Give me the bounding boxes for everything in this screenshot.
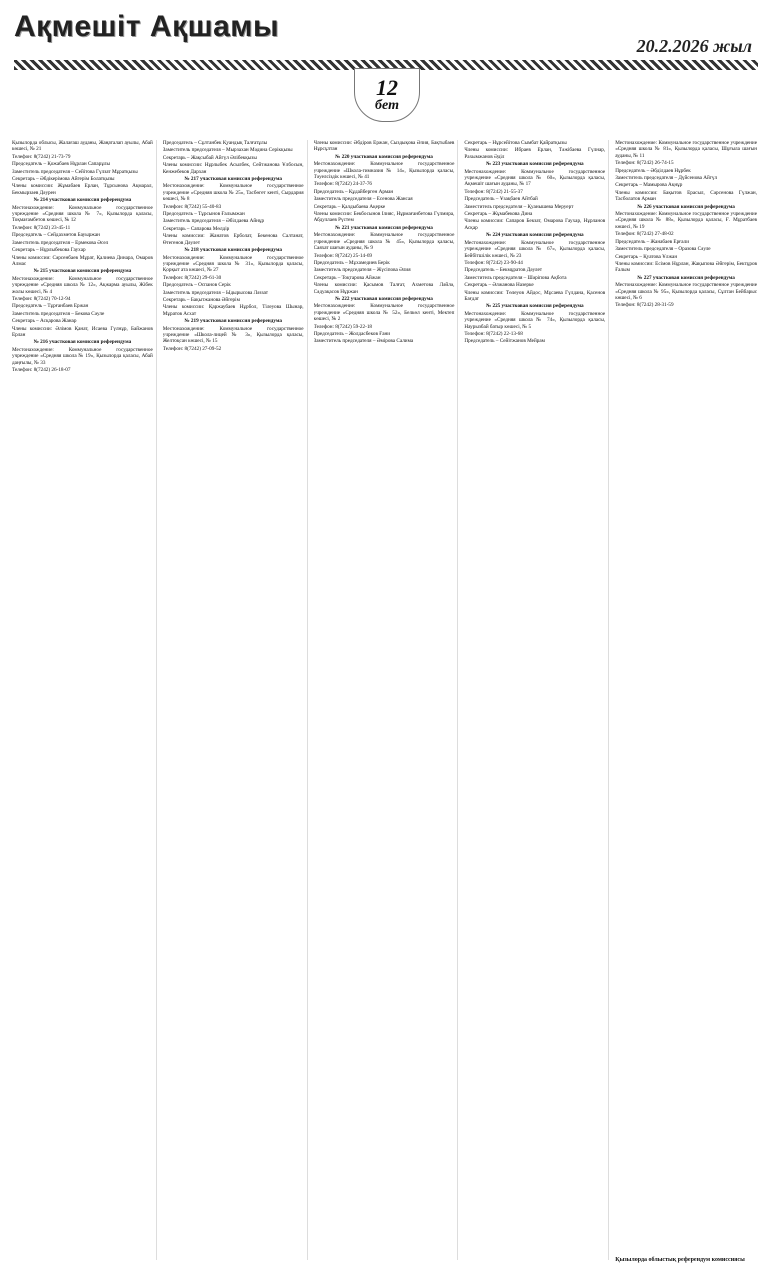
column-paragraph: Местонахождение: Коммунальное государственное учреждение «Средняя школа № 60», Қызылорда қаласы, Ақмешіт шағын ауданы, № 17 <box>464 168 606 188</box>
column-paragraph: Телефон: 8(7242) 29-61-30 <box>162 274 222 281</box>
column-paragraph: Телефон: 8(7242) 27-09-52 <box>162 345 222 352</box>
column-paragraph: Члены комиссии: Бекбосынов Ілияс, Нұрмағанбетова Гүлмира, Абдуллаев Рүстем <box>313 211 455 224</box>
column-paragraph: Телефон: 8(7242) 70-12-94 <box>12 295 71 302</box>
column-paragraph: Члены комиссии: Әлімов Қанат, Исаева Гүлнұр, Байжанов Ерлан <box>12 325 153 338</box>
column-paragraph: Председатель – Тұрсынов Ғалымжан <box>162 211 245 218</box>
column-paragraph: Председатель – Қожабаев Нұрлан Сапарұлы <box>12 161 110 168</box>
column-paragraph: Телефон: 8(7242) 59-22-18 <box>313 323 373 330</box>
column-paragraph: Местонахождение: Коммунальное государственное учреждение «Средняя школа № 88», Қызылорда қаласы, Ғ. Мұратбаев көшесі, № 19 <box>615 211 757 230</box>
column-paragraph: Члены комиссии: Ибраев Ерлан, Тәжібаева Гүлнар, Рахымжанов Әділ <box>464 147 606 160</box>
column-paragraph: Заместитель председателя – Ыдырысова Ләззат <box>162 289 268 296</box>
column-paragraph: Члены комиссии: Сәрсенбаев Мұрат, Қалиева Динара, Омаров Алмас <box>12 254 153 267</box>
column-paragraph: Председатель – Сұлтанбек Қуандық Талғатұлы <box>162 140 268 146</box>
column-paragraph: Местонахождение: Коммунальное государственное учреждение «Средняя школа № 95», Қызылорда қаласы, Сұлтан Бейбарыс көшесі, № 6 <box>615 282 757 301</box>
column-paragraph: Секретарь – Асқарова Жанар <box>12 318 77 325</box>
column-paragraph: Председатель – Сейітжанов Мейрам <box>464 338 545 345</box>
column-paragraph: Телефон: 8(7242) 26-74-15 <box>615 160 674 167</box>
page-word: бет <box>375 98 399 113</box>
page-number: 12 <box>376 75 398 100</box>
column-paragraph: Секретарь – Әбдікерімова Айгерім Болатқызы <box>12 176 115 183</box>
footer-signature: Қызылорда облыстық референдум комиссиясы <box>615 1257 745 1263</box>
column-paragraph: Члены комиссии: Қасымов Талғат, Ахметова Ләйлә, Сәдуақасов Нұржан <box>313 282 455 295</box>
column-paragraph: Председатель – Жолдасбеков Ғани <box>313 330 391 337</box>
text-column-1 <box>12 140 157 1260</box>
column-paragraph: № 226 участковая комиссия референдума <box>637 203 735 210</box>
column-paragraph: Телефон: 8(7242) 23-45-11 <box>12 224 71 231</box>
column-paragraph: Местонахождение: Коммунальное государственное учреждение «Школа-лицей № 3», Қызылорда қаласы, Желтоқсан көшесі, № 15 <box>162 325 304 345</box>
column-paragraph: Председатель – Сейдахметов Бауыржан <box>12 232 100 239</box>
column-paragraph: Заместитель председателя – Дүйсенова Айгүл <box>615 175 718 182</box>
column-paragraph: № 224 участковая комиссия референдума <box>485 232 584 239</box>
column-paragraph: Секретарь – Тоқтарова Айжан <box>313 274 381 281</box>
column-paragraph: Заместитель председателя – Есенова Жансая <box>313 196 413 203</box>
column-paragraph: Телефон: 8(7242) 55-40-83 <box>162 203 222 210</box>
column-paragraph: Заместитель председателя – Жүсіпова Әлия <box>313 267 411 274</box>
column-paragraph: Заместитель председателя – Шәріпова Ақбота <box>464 274 567 281</box>
column-paragraph: Местонахождение: Коммунальное государственное учреждение «Средняя школа № 19», Қызылорда қаласы, Абай даңғылы, № 33 <box>12 346 153 366</box>
column-paragraph: Председатель – Оспанов Серік <box>162 282 231 289</box>
column-paragraph: Председатель – Бекмұратов Дәулет <box>464 267 543 274</box>
column-paragraph: Секретарь – Қуатова Ұлжан <box>615 253 678 260</box>
column-paragraph: Секретарь – Жақсыбай Айгүл Әлібекқызы <box>162 154 257 161</box>
page-number-badge <box>354 68 420 122</box>
column-paragraph: Местонахождение: Коммунальное государственное учреждение «Средняя школа № 81», Қызылорда қаласы, Шұғыла шағын ауданы, № 11 <box>615 140 757 159</box>
column-paragraph: Телефон: 8(7242) 21-55-37 <box>464 188 523 195</box>
column-paragraph: № 215 участковая комиссия референдума <box>33 268 132 275</box>
column-paragraph: Секретарь – Жұмабекова Дина <box>464 211 533 218</box>
column-paragraph: Члены комиссии: Қаржаубаев Нұрбол, Тілеуова Шынар, Мұратов Асхат <box>162 304 304 317</box>
column-paragraph: Председатель – Жанабаев Ерғали <box>615 238 690 245</box>
article-columns <box>12 140 760 1260</box>
column-paragraph: Телефон: 8(7242) 27-48-02 <box>615 231 674 238</box>
column-paragraph: № 223 участковая комиссия референдума <box>485 161 584 168</box>
column-paragraph: Местонахождение: Коммунальное государственное учреждение «Средняя школа № 31», Қызылорда қаласы, Қорқыт ата көшесі, № 27 <box>162 254 304 274</box>
column-paragraph: Заместитель председателя – Әбілдаева Айнұр <box>162 218 265 225</box>
column-paragraph: Телефон: 8(7242) 26-18-07 <box>12 367 71 373</box>
column-paragraph: Местонахождение: Коммунальное государственное учреждение «Средняя школа № 52», Белкөл кенті, Мектеп көшесі, № 2 <box>313 303 455 323</box>
column-paragraph: Члены комиссии: Бақытов Ерасыл, Сәрсенова Гүлжан, Тасболатов Арман <box>615 189 757 203</box>
column-paragraph: Члены комиссии: Нұрлыбек Асылбек, Сейтжанова Ұлбосын, Кенжебеков Дархан <box>162 162 304 175</box>
column-paragraph: Телефон: 8(7242) 28-31-59 <box>615 302 674 309</box>
column-paragraph: Члены комиссии: Жұмабаев Ерлан, Тұрсынова Ақмарал, Бекмырзаев Дәурен <box>12 183 153 196</box>
column-paragraph: Члены комиссии: Жанатов Ерболат, Бекенова Салтанат, Өтегенов Дәулет <box>162 233 304 246</box>
column-paragraph: Телефон: 8(7242) 24-37-76 <box>313 181 373 188</box>
column-paragraph: Местонахождение: Коммунальное государственное учреждение «Школа-гимназия № 14», Қызылорда қаласы, Тәуелсіздік көшесі, № 41 <box>313 161 455 181</box>
column-paragraph: Члены комиссии: Төлеуов Айдос, Мұсаева Гүлдана, Қасенов Бағдат <box>464 289 606 302</box>
text-column-5 <box>615 140 760 1260</box>
column-paragraph: Члены комиссии: Есімов Нұрлан, Жақыпова Әйгерім, Бектұров Ғалым <box>615 260 757 274</box>
column-paragraph: № 221 участковая комиссия референдума <box>335 224 433 231</box>
column-paragraph: № 227 участковая комиссия референдума <box>637 274 735 281</box>
column-paragraph: Председатель – Әбділдаев Нұрбек <box>615 167 691 174</box>
column-paragraph: Қызылорда облысы, Жалағаш ауданы, Жаңаталап ауылы, Абай көшесі, № 21 <box>12 140 153 153</box>
column-paragraph: Заместитель председателя – Ермекова Әсел <box>12 239 109 246</box>
column-paragraph: Местонахождение: Коммунальное государственное учреждение «Средняя школа № 7», Қызылорда қаласы, Тоқмағамбетов көшесі, № 12 <box>12 204 153 224</box>
issue-date: 20.2.2026 жыл <box>636 36 752 56</box>
newspaper-title: Ақмешіт Ақшамы <box>14 10 280 43</box>
column-paragraph: Заместитель председателя – Әмірова Салима <box>313 338 414 345</box>
text-column-4 <box>464 140 609 1260</box>
column-paragraph: Местонахождение: Коммунальное государственное учреждение «Средняя школа № 25», Тасбөгет кенті, Сырдария көшесі, № 8 <box>162 183 304 203</box>
column-paragraph: Члены комиссии: Әбдіров Ержан, Сыздықова Әлия, Бақтыбаев Нұрсұлтан <box>313 140 455 153</box>
column-paragraph: № 217 участковая комиссия референдума <box>184 176 283 183</box>
masthead <box>0 0 772 128</box>
column-paragraph: Председатель – Мұхамедиев Берік <box>313 259 390 266</box>
column-paragraph: Секретарь – Бақытжанова Әйгерім <box>162 296 240 303</box>
column-paragraph: Секретарь – Мамырова Ақнұр <box>615 182 683 189</box>
column-paragraph: Председатель – Құдайберген Арман <box>313 188 394 195</box>
column-paragraph: № 225 участковая комиссия референдума <box>485 303 584 310</box>
column-paragraph: Заместитель председателя – Оразова Сәуле <box>615 246 711 253</box>
column-paragraph: Заместитель председателя – Қуанышева Меруерт <box>464 203 574 210</box>
column-paragraph: Секретарь – Сапарова Мөлдір <box>162 225 230 232</box>
text-column-3 <box>314 140 459 1260</box>
column-paragraph: Местонахождение: Коммунальное государственное учреждение «Средняя школа № 74», Қызылорда қаласы, Наурызбай батыр көшесі, № 5 <box>464 310 606 330</box>
column-paragraph: Секретарь – Нұрлыбекова Гаухар <box>12 247 86 254</box>
column-paragraph: Секретарь – Нұрсейітова Сымбат Қайратқызы <box>464 140 567 146</box>
column-paragraph: Заместитель председателя – Бекова Сәуле <box>12 310 105 317</box>
column-paragraph: Члены комиссии: Сапаров Бекзат, Омарова Гаухар, Нұрланов Асқар <box>464 218 606 231</box>
column-paragraph: № 219 участковая комиссия референдума <box>184 318 283 325</box>
column-paragraph: Председатель – Тұрғанбаев Ержан <box>12 303 89 310</box>
text-column-2 <box>163 140 308 1260</box>
column-paragraph: № 216 участковая комиссия референдума <box>33 339 132 346</box>
column-paragraph: Местонахождение: Коммунальное государственное учреждение «Средняя школа № 45», Қызылорда қаласы, Саяхат шағын ауданы, № 9 <box>313 232 455 252</box>
column-paragraph: Председатель – Ұзақбаев Айтбай <box>464 196 538 203</box>
column-paragraph: № 222 участковая комиссия референдума <box>335 295 433 302</box>
column-paragraph: Телефон: 8(7242) 23-90-44 <box>464 259 523 266</box>
column-paragraph: Секретарь – Қалдыбаева Ақерке <box>313 203 386 210</box>
column-paragraph: Телефон: 8(7242) 21-73-79 <box>12 153 71 160</box>
column-paragraph: № 220 участковая комиссия референдума <box>335 153 433 160</box>
column-paragraph: Местонахождение: Коммунальное государственное учреждение «Средняя школа № 67», Қызылорда қаласы, Бейбітшілік көшесі, № 23 <box>464 239 606 259</box>
column-paragraph: Секретарь – Әлжанова Назерке <box>464 282 534 289</box>
column-paragraph: Местонахождение: Коммунальное государственное учреждение «Средняя школа № 12», Ақжарма ауылы, Жібек жолы көшесі, № 4 <box>12 275 153 295</box>
column-paragraph: № 214 участковая комиссия референдума <box>33 197 132 204</box>
column-paragraph: Заместитель председателя – Сейітова Гүлзат Мұратқызы <box>12 168 138 175</box>
column-paragraph: Телефон: 8(7242) 25-14-69 <box>313 252 373 259</box>
column-paragraph: Заместитель председателя – Мырзахан Мәдина Серікқызы <box>162 147 293 154</box>
column-paragraph: № 218 участковая комиссия референдума <box>184 247 283 254</box>
column-paragraph: Телефон: 8(7242) 22-13-68 <box>464 330 523 337</box>
